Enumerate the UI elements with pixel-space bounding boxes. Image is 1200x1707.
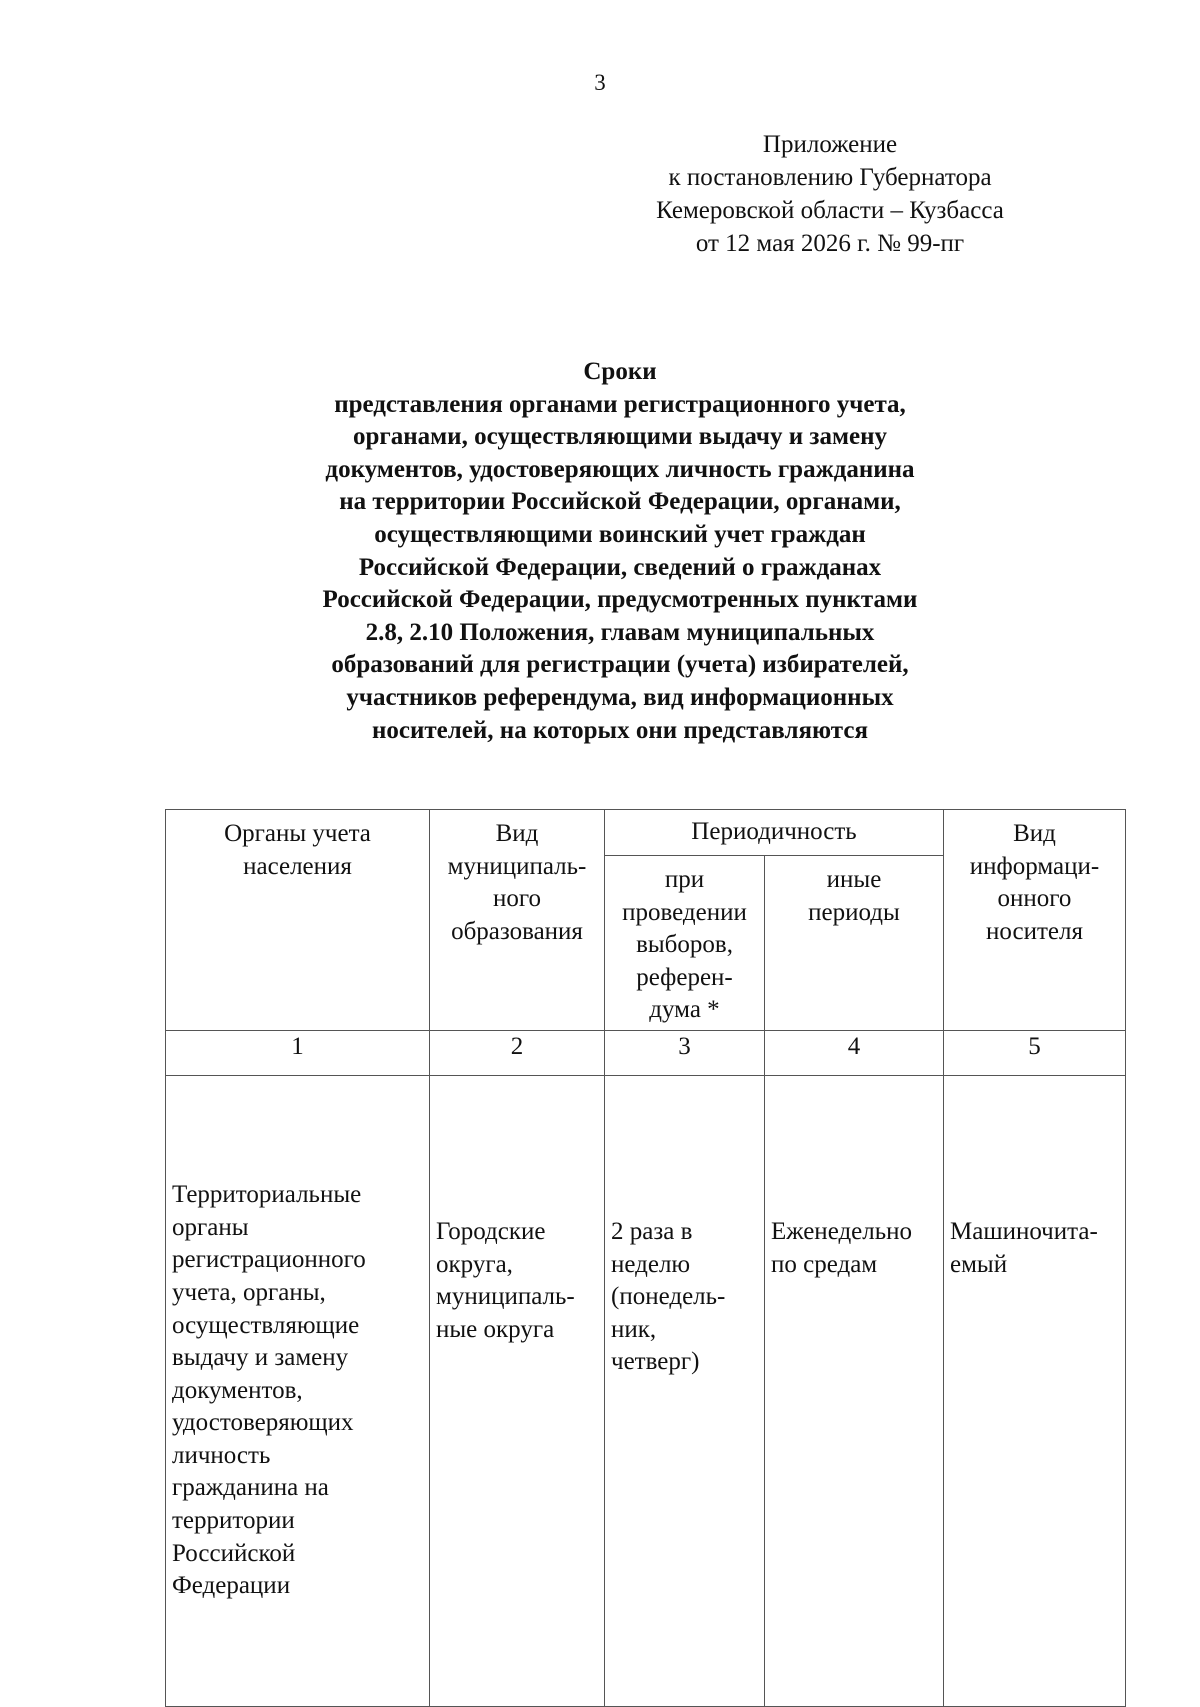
title-line: Сроки	[583, 358, 657, 385]
cell-text-line: Вид	[495, 820, 539, 847]
table-header-row	[166, 810, 1126, 856]
cell-text-line: Территориальные	[172, 1181, 362, 1209]
cell-text-line: иные	[826, 866, 882, 893]
title-line: Российской Федерации, предусмотренных пунктами	[322, 586, 918, 614]
title-line: образований для регистрации (учета) избирателей,	[331, 651, 909, 679]
cell-text-line: периоды	[808, 898, 900, 926]
cell-text-line: информаци-	[969, 852, 1100, 880]
cell-text-line: Российской	[172, 1539, 296, 1567]
document-title	[200, 356, 1040, 747]
cell-text-line: емый	[950, 1250, 1008, 1278]
cell-text-line: неделю	[611, 1250, 691, 1278]
cell-text-line: выдачу и замену	[172, 1344, 349, 1372]
appendix-line: к постановлению Губернатора	[668, 164, 992, 191]
cell-text-line: Машиночита-	[950, 1218, 1098, 1245]
column-number: 4	[765, 1031, 944, 1076]
cell-text-line: образования	[451, 917, 583, 945]
table-row	[166, 1076, 1126, 1707]
header-periodicity: Периодичность	[605, 810, 944, 856]
column-number: 5	[944, 1031, 1126, 1076]
cell-text-line: 2 раза в	[611, 1218, 693, 1245]
title-line: документов, удостоверяющих личность гражданина	[325, 455, 915, 483]
cell-text-line: муниципаль-	[447, 852, 587, 880]
header-during-elections	[605, 856, 765, 1031]
header-population-bodies	[166, 810, 430, 1031]
cell-text-line: Вид	[1013, 820, 1056, 847]
cell-text-line: при	[664, 866, 705, 893]
cell-text-line: четверг)	[611, 1348, 700, 1376]
cell-text-line: онного	[997, 885, 1072, 913]
page-number: 3	[594, 70, 606, 95]
title-line: на территории Российской Федерации, органами,	[339, 488, 901, 516]
title-line: Российской Федерации, сведений о гражданах	[358, 553, 882, 581]
cell-text-line: удостоверяющих	[172, 1409, 354, 1437]
cell-text-line: регистрационного	[172, 1246, 366, 1274]
header-other-periods	[765, 856, 944, 1031]
appendix-line: от 12 мая 2026 г. № 99-пг	[695, 230, 965, 257]
cell-text-line: населения	[243, 852, 352, 880]
title-line: участников референдума, вид информационных	[346, 683, 894, 711]
cell-text-line: ного	[492, 885, 541, 913]
cell-text-line: Еженедельно	[771, 1218, 913, 1245]
column-number: 1	[166, 1031, 430, 1076]
appendix-line: Кемеровской области – Кузбасса	[656, 197, 1004, 224]
cell-text-line: территории	[172, 1507, 295, 1535]
title-line: осуществляющими воинский учет граждан	[374, 520, 866, 548]
cell-text-line: Городские	[436, 1218, 546, 1245]
title-line: представления органами регистрационного учета,	[334, 390, 906, 418]
cell-text-line: выборов,	[636, 931, 733, 959]
cell-municipality-type	[430, 1076, 605, 1707]
cell-text-line: органы	[172, 1213, 249, 1241]
header-municipality-type	[430, 810, 605, 1031]
column-number: 2	[430, 1031, 605, 1076]
cell-other-periods	[765, 1076, 944, 1707]
cell-text-line: ные округа	[436, 1315, 555, 1343]
cell-text-line: осуществляющие	[172, 1311, 360, 1339]
header-media-type	[944, 810, 1126, 1031]
cell-text-line: дума *	[649, 996, 720, 1024]
cell-text-line: округа,	[436, 1250, 513, 1278]
cell-during-elections	[605, 1076, 765, 1707]
title-line: носителей, на которых они представляются	[372, 716, 868, 744]
cell-text-line: гражданина на	[172, 1474, 329, 1502]
cell-population-bodies	[166, 1076, 430, 1707]
cell-text-line: личность	[172, 1441, 271, 1469]
column-number-row	[166, 1031, 1126, 1076]
cell-text-line: по средам	[771, 1250, 878, 1278]
column-number: 3	[605, 1031, 765, 1076]
cell-text-line: ник,	[611, 1315, 657, 1343]
cell-text-line: референ-	[636, 963, 733, 991]
cell-text-line: муниципаль-	[436, 1283, 575, 1311]
appendix-block	[620, 128, 1040, 260]
cell-text-line: документов,	[172, 1376, 303, 1404]
cell-media-type	[944, 1076, 1126, 1707]
cell-text-line: носителя	[986, 917, 1083, 945]
schedule-table	[165, 809, 1126, 1707]
cell-text-line: проведении	[622, 898, 747, 926]
cell-text-line: Органы учета	[224, 820, 371, 847]
cell-text-line: (понедель-	[611, 1283, 726, 1311]
cell-text-line: Федерации	[172, 1572, 291, 1600]
title-line: органами, осуществляющими выдачу и замену	[352, 423, 887, 451]
title-line: 2.8, 2.10 Положения, главам муниципальных	[365, 618, 875, 646]
cell-text-line: учета, органы,	[172, 1278, 326, 1306]
appendix-line: Приложение	[762, 131, 898, 158]
